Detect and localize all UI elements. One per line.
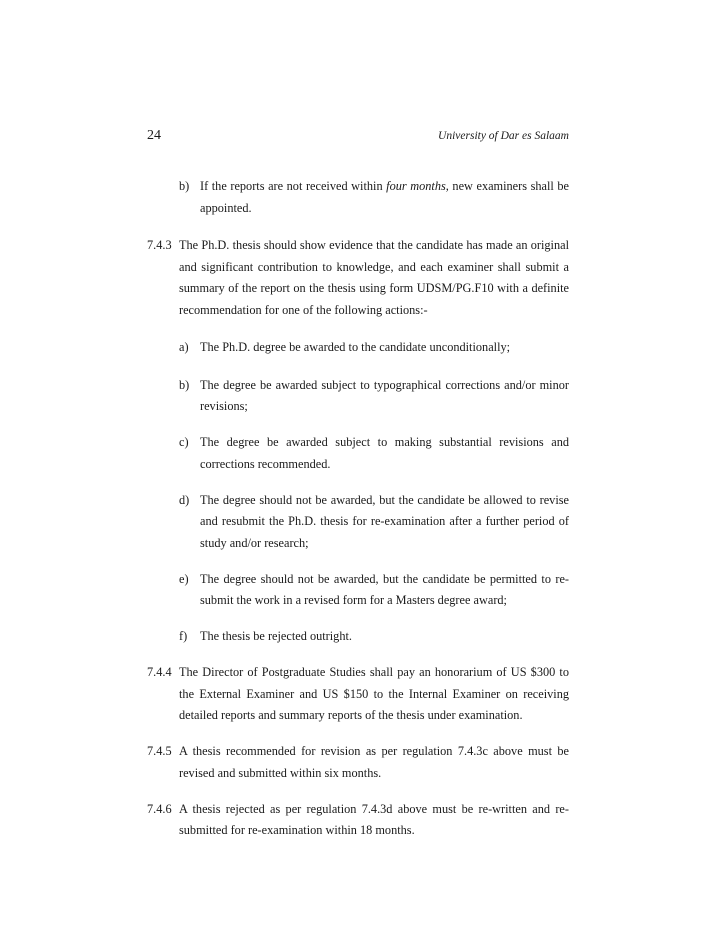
regulation-number: 7.4.5	[147, 744, 172, 758]
list-item-text: The Ph.D. degree be awarded to the candidate unconditionally;	[200, 340, 511, 354]
regulation-text: The Director of Postgraduate Studies shall pay an honorarium of US $300 to the External Examiner and US $150 to the Internal Examiner on receiving detailed reports and summary reports of the thesis under examination.	[179, 665, 569, 722]
list-item-b-top	[147, 176, 569, 219]
regulation-7-4-3	[147, 235, 569, 321]
list-item-label: c)	[179, 435, 189, 449]
list-item-label: d)	[179, 492, 190, 507]
list-item-text: The degree be awarded subject to making substantial revisions and corrections recommended.	[200, 435, 569, 471]
list-item-e	[147, 569, 569, 612]
list-item-text: The degree should not be awarded, but the candidate be allowed to revise and resubmit the Ph.D. thesis for re-examination after a further period of study and/or research;	[200, 492, 569, 550]
emphasis-text: four months,	[386, 179, 449, 193]
regulation-number: 7.4.3	[147, 238, 172, 252]
list-item-text: The thesis be rejected outright.	[200, 629, 352, 643]
document-body	[147, 176, 569, 842]
regulation-7-4-6	[147, 799, 569, 842]
regulation-7-4-4	[147, 662, 569, 727]
list-item-text-part: new examiners shall be appointed.	[200, 179, 570, 215]
regulation-number: 7.4.6	[147, 801, 172, 816]
list-item-label: a)	[179, 340, 189, 354]
regulation-7-4-5	[147, 741, 569, 784]
regulation-text: A thesis rejected as per regulation 7.4.3d above must be re-written and re-submitted for re-examination within 18 months.	[179, 801, 569, 837]
list-item-d	[147, 490, 569, 555]
list-item-c	[147, 432, 569, 475]
list-item-text: The degree should not be awarded, but the candidate be permitted to re-submit the work in a revised form for a Masters degree award;	[200, 571, 569, 607]
running-title: University of Dar es Salaam	[438, 130, 569, 142]
list-item-label: f)	[179, 629, 188, 643]
regulation-text: A thesis recommended for revision as per regulation 7.4.3c above must be revised and submitted within six months.	[179, 744, 569, 780]
list-item-text	[200, 179, 569, 215]
list-item-text-part: If the reports are not received within	[200, 179, 387, 193]
regulation-text: The Ph.D. thesis should show evidence that the candidate has made an original and significant contribution to knowledge, and each examiner shall submit a summary of the report on the thesis using form UDSM/PG.F10 with a definite recommendation for one of the following actions:-	[179, 238, 569, 317]
list-item-f	[147, 626, 569, 648]
page-number: 24	[147, 128, 161, 143]
list-item-label: e)	[179, 571, 189, 586]
regulation-number: 7.4.4	[147, 665, 172, 679]
list-item-a	[147, 337, 569, 359]
list-item-label: b)	[179, 377, 190, 392]
list-item-label: b)	[179, 179, 190, 193]
list-item-b	[147, 375, 569, 418]
list-item-text: The degree be awarded subject to typographical corrections and/or minor revisions;	[200, 377, 569, 413]
page-header	[147, 126, 569, 146]
